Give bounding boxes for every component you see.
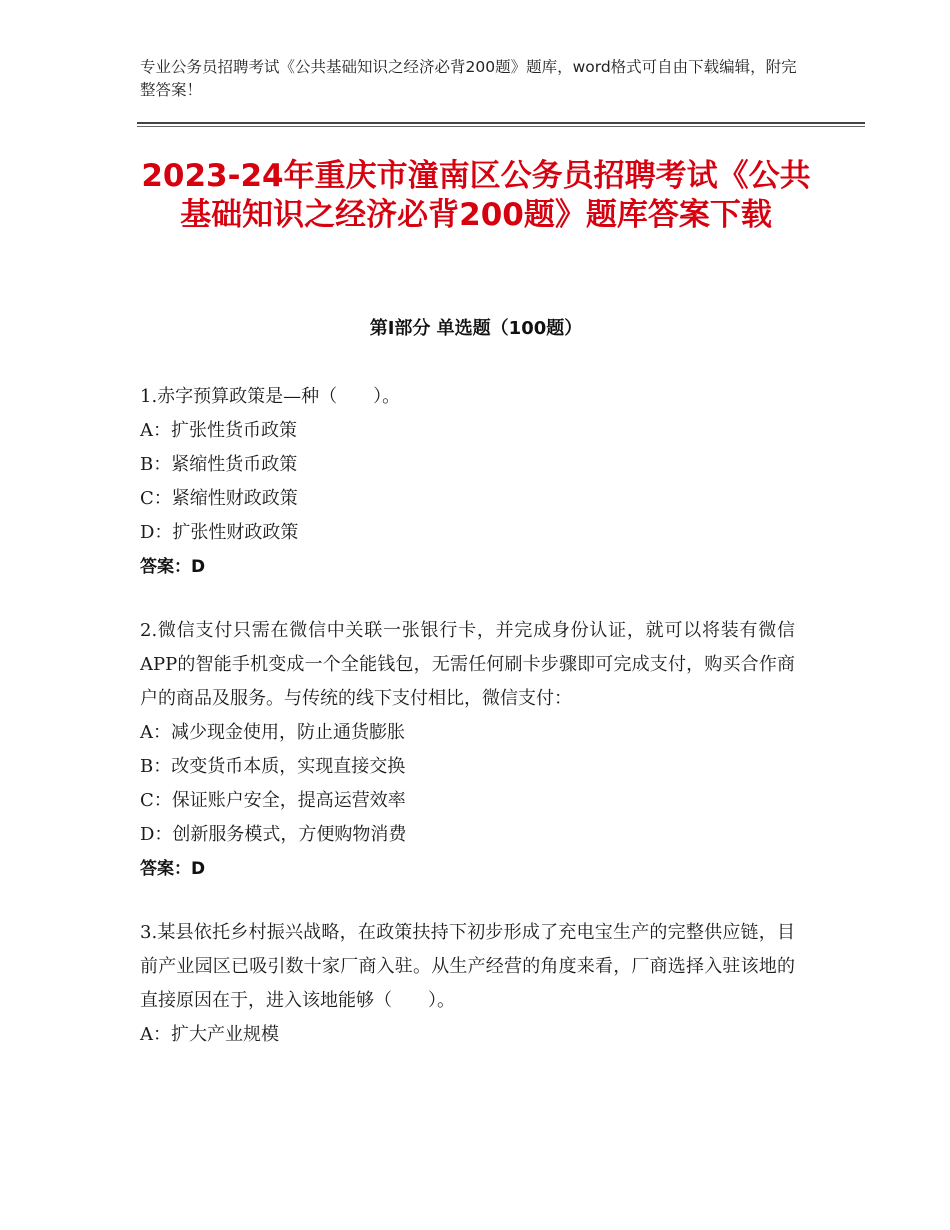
option-c: C：紧缩性财政政策 xyxy=(140,488,298,509)
question-stem: 2.微信支付只需在微信中关联一张银行卡，并完成身份认证，就可以将装有微信APP的智能手机变成一个全能钱包，无需任何刷卡步骤即可完成支付，购买合作商户的商品及服务。与传统的线下支付相比，微信支付： xyxy=(140,620,795,709)
question-list xyxy=(140,380,795,1082)
question-stem: 3.某县依托乡村振兴战略，在政策扶持下初步形成了充电宝生产的完整供应链，目前产业园区已吸引数十家厂商入驻。从生产经营的角度来看，厂商选择入驻该地的直接原因在于，进入该地能够（ ）。 xyxy=(140,922,795,1011)
header-note: 专业公务员招聘考试《公共基础知识之经济必背200题》题库，word格式可自由下载编辑，附完整答案！ xyxy=(140,58,797,99)
question-2 xyxy=(140,614,795,886)
question-3 xyxy=(140,916,795,1052)
option-d: D：扩张性财政政策 xyxy=(140,522,299,543)
answer-line: 答案：D xyxy=(140,557,206,577)
option-a: A：减少现金使用，防止通货膨胀 xyxy=(140,722,405,743)
question-1 xyxy=(140,380,795,584)
header-divider-thin xyxy=(137,126,865,127)
option-b: B：改变货币本质，实现直接交换 xyxy=(140,756,406,777)
option-a: A：扩张性货币政策 xyxy=(140,420,297,441)
section-heading: 第Ⅰ部分 单选题（100题） xyxy=(369,318,583,339)
header-divider xyxy=(137,122,865,124)
option-b: B：紧缩性货币政策 xyxy=(140,454,298,475)
option-a: A：扩大产业规模 xyxy=(140,1024,279,1045)
document-title: 2023-24年重庆市潼南区公务员招聘考试《公共基础知识之经济必背200题》题库答案下载 xyxy=(141,158,811,233)
option-d: D：创新服务模式，方便购物消费 xyxy=(140,824,407,845)
question-stem: 1.赤字预算政策是—种（ ）。 xyxy=(140,386,401,407)
answer-line: 答案：D xyxy=(140,859,206,879)
option-c: C：保证账户安全，提高运营效率 xyxy=(140,790,406,811)
